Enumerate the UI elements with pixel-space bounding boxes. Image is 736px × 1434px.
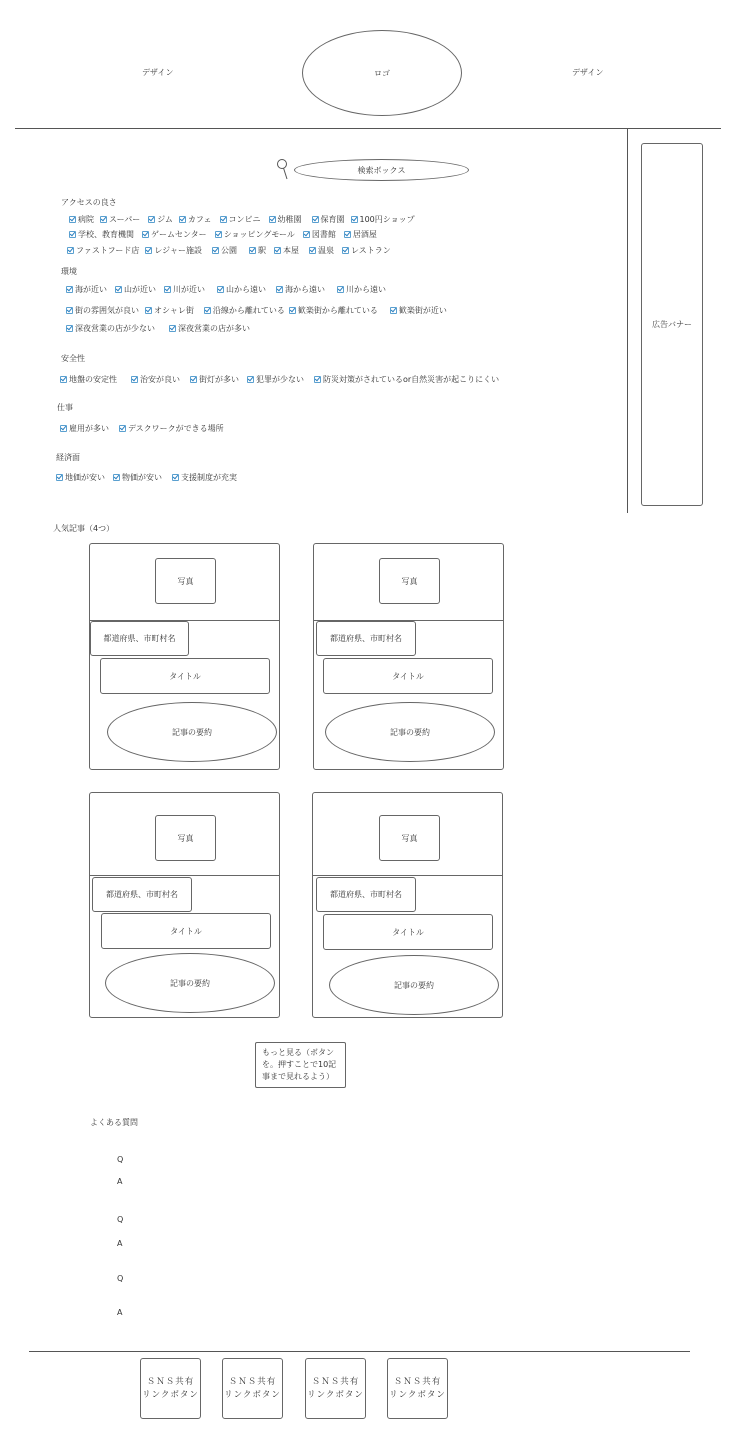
filter-checkbox[interactable] — [247, 374, 304, 385]
checkbox-checked-icon[interactable] — [342, 247, 349, 254]
filter-checkbox[interactable] — [131, 374, 180, 385]
checkbox-checked-icon[interactable] — [344, 231, 351, 238]
filter-checkbox-label: 公園 — [221, 246, 237, 255]
checkbox-checked-icon[interactable] — [164, 286, 171, 293]
filter-checkbox-label: 街の雰囲気が良い — [75, 306, 139, 315]
checkbox-checked-icon[interactable] — [145, 307, 152, 314]
article-card[interactable] — [312, 792, 503, 1018]
filter-checkbox[interactable] — [390, 305, 447, 316]
filter-checkbox-label: 海が近い — [75, 285, 107, 294]
filter-checkbox-label: 山が近い — [124, 285, 156, 294]
filter-checkbox-label: 深夜営業の店が多い — [178, 324, 250, 333]
article-location — [92, 877, 192, 912]
filter-checkbox-label: 病院 — [78, 215, 94, 224]
faq-answer: A — [117, 1177, 123, 1186]
header-right-design: デザイン — [572, 68, 604, 77]
filter-checkbox-label: 物価が安い — [122, 473, 162, 482]
checkbox-checked-icon[interactable] — [113, 474, 120, 481]
sns-share-button[interactable]: ＳＮＳ共有 リンクボタン — [305, 1358, 366, 1419]
header-left-design: デザイン — [142, 68, 174, 77]
filter-checkbox[interactable] — [142, 229, 207, 240]
article-photo-label: 写真 — [177, 576, 194, 586]
filter-checkbox[interactable] — [113, 472, 162, 483]
checkbox-checked-icon[interactable] — [215, 231, 222, 238]
filter-row — [67, 245, 391, 256]
filter-checkbox[interactable] — [312, 214, 345, 225]
faq-question[interactable]: Q — [117, 1274, 124, 1283]
article-card[interactable] — [313, 543, 504, 770]
filter-checkbox-label: 本屋 — [283, 246, 299, 255]
checkbox-checked-icon[interactable] — [314, 376, 321, 383]
checkbox-checked-icon[interactable] — [69, 216, 76, 223]
faq-question[interactable]: Q — [117, 1215, 124, 1224]
filter-row — [56, 472, 237, 483]
checkbox-checked-icon[interactable] — [179, 216, 186, 223]
filter-checkbox[interactable] — [351, 214, 415, 225]
article-title — [100, 658, 270, 694]
filter-checkbox[interactable] — [69, 229, 134, 240]
filter-checkbox-label: 雇用が多い — [69, 424, 109, 433]
article-title-label: タイトル — [392, 927, 424, 937]
article-photo-label: 写真 — [401, 833, 418, 843]
filter-row — [69, 229, 377, 240]
section-title-faq: よくある質問 — [90, 1118, 138, 1127]
filter-checkbox[interactable] — [309, 245, 334, 256]
filter-checkbox-label: 治安が良い — [140, 375, 180, 384]
filter-checkbox[interactable] — [179, 214, 212, 225]
checkbox-checked-icon[interactable] — [66, 307, 73, 314]
article-photo-label: 写真 — [401, 576, 418, 586]
filter-checkbox-label: ファストフード店 — [76, 246, 140, 255]
filter-checkbox-label: 図書館 — [311, 230, 336, 239]
article-summary-label: 記事の要約 — [170, 978, 210, 988]
article-location — [90, 621, 189, 656]
ad-banner[interactable] — [641, 143, 703, 506]
article-title — [323, 658, 493, 694]
article-card[interactable] — [89, 792, 280, 1018]
article-summary — [107, 702, 277, 762]
filter-checkbox[interactable] — [289, 305, 378, 316]
filter-checkbox[interactable] — [169, 323, 250, 334]
checkbox-checked-icon[interactable] — [119, 425, 126, 432]
search-input[interactable] — [294, 159, 469, 181]
filter-checkbox[interactable] — [60, 374, 117, 385]
checkbox-checked-icon[interactable] — [204, 307, 211, 314]
section-title-popular: 人気記事（4つ） — [53, 524, 115, 533]
checkbox-checked-icon[interactable] — [172, 474, 179, 481]
checkbox-checked-icon[interactable] — [247, 376, 254, 383]
filter-checkbox[interactable] — [342, 245, 391, 256]
filter-checkbox-label: 沿線から離れている — [212, 306, 285, 315]
filter-checkbox-label: レストラン — [351, 246, 391, 255]
filter-checkbox-label: ショッピングモール — [223, 230, 295, 239]
logo[interactable] — [302, 30, 462, 116]
section-title-safety: 安全性 — [61, 354, 85, 363]
checkbox-checked-icon[interactable] — [66, 325, 73, 332]
checkbox-checked-icon[interactable] — [309, 247, 316, 254]
more-button[interactable]: もっと見る（ボタン を。押すことで10記 事まで見れるよう） — [255, 1042, 346, 1088]
filter-checkbox-label: 川から遠い — [346, 285, 386, 294]
filter-checkbox[interactable] — [276, 284, 325, 295]
filter-checkbox-label: 街灯が多い — [199, 375, 239, 384]
filter-checkbox[interactable] — [190, 374, 239, 385]
checkbox-checked-icon[interactable] — [131, 376, 138, 383]
article-location — [316, 621, 416, 656]
checkbox-checked-icon[interactable] — [66, 286, 73, 293]
header-divider — [15, 128, 721, 129]
checkbox-checked-icon[interactable] — [145, 247, 152, 254]
ad-banner-label: 広告バナー — [652, 320, 692, 329]
filter-checkbox-label: 山から遠い — [226, 285, 266, 294]
filter-checkbox-label: スーパー — [109, 215, 141, 224]
filter-checkbox-label: 駅 — [258, 246, 266, 255]
checkbox-checked-icon[interactable] — [289, 307, 296, 314]
filter-checkbox[interactable] — [148, 214, 173, 225]
filter-checkbox-label: 地価が安い — [65, 473, 105, 482]
checkbox-checked-icon[interactable] — [60, 376, 67, 383]
section-title-access: アクセスの良さ — [61, 198, 117, 207]
article-photo — [379, 558, 440, 604]
article-summary — [325, 702, 495, 762]
filter-checkbox[interactable] — [56, 472, 105, 483]
article-title-label: タイトル — [169, 671, 201, 681]
article-title — [101, 913, 271, 949]
filter-checkbox[interactable] — [303, 229, 336, 240]
filter-checkbox[interactable] — [217, 284, 266, 295]
filter-checkbox-label: コンビニ — [228, 215, 261, 224]
section-title-environment: 環境 — [61, 267, 77, 276]
sns-share-button[interactable]: ＳＮＳ共有 リンクボタン — [222, 1358, 283, 1419]
filter-checkbox-label: 保育園 — [320, 215, 345, 224]
filter-checkbox-label: デスクワークができる場所 — [128, 424, 224, 433]
filter-checkbox-label: 川が近い — [173, 285, 205, 294]
faq-answer: A — [117, 1239, 123, 1248]
article-location-label: 都道府県、市町村名 — [330, 890, 402, 899]
article-title — [323, 914, 493, 950]
filter-checkbox-label: ジム — [157, 215, 173, 224]
filter-checkbox[interactable] — [66, 284, 107, 295]
article-summary-label: 記事の要約 — [394, 980, 434, 990]
sidebar-divider — [627, 128, 628, 513]
checkbox-checked-icon[interactable] — [217, 286, 224, 293]
filter-checkbox-label: 学校、教育機関 — [78, 230, 134, 239]
filter-checkbox[interactable] — [172, 472, 237, 483]
sns-share-button[interactable]: ＳＮＳ共有 リンクボタン — [387, 1358, 448, 1419]
checkbox-checked-icon[interactable] — [269, 216, 276, 223]
article-location-label: 都道府県、市町村名 — [330, 634, 402, 643]
filter-row — [66, 323, 250, 334]
filter-checkbox-label: 支援制度が充実 — [181, 473, 237, 482]
checkbox-checked-icon[interactable] — [115, 286, 122, 293]
filter-row — [60, 423, 224, 434]
filter-checkbox-label: 海から遠い — [285, 285, 325, 294]
checkbox-checked-icon[interactable] — [190, 376, 197, 383]
filter-checkbox[interactable] — [274, 245, 299, 256]
filter-checkbox-label: ゲームセンター — [151, 230, 207, 239]
sns-share-button[interactable]: ＳＮＳ共有 リンクボタン — [140, 1358, 201, 1419]
checkbox-checked-icon[interactable] — [142, 231, 149, 238]
filter-checkbox[interactable] — [145, 245, 202, 256]
filter-checkbox[interactable] — [67, 245, 139, 256]
checkbox-checked-icon[interactable] — [212, 247, 219, 254]
filter-checkbox[interactable] — [60, 423, 109, 434]
checkbox-checked-icon[interactable] — [276, 286, 283, 293]
filter-checkbox[interactable] — [215, 229, 295, 240]
article-summary-label: 記事の要約 — [390, 727, 430, 737]
filter-checkbox-label: 歓楽街が近い — [398, 306, 447, 315]
checkbox-checked-icon[interactable] — [56, 474, 63, 481]
checkbox-checked-icon[interactable] — [69, 231, 76, 238]
article-photo — [155, 558, 216, 604]
checkbox-checked-icon[interactable] — [337, 286, 344, 293]
search-icon[interactable] — [276, 157, 290, 181]
filter-checkbox[interactable] — [66, 305, 139, 316]
filter-checkbox-label: 歓楽街から離れている — [297, 306, 378, 315]
checkbox-checked-icon[interactable] — [274, 247, 281, 254]
filter-checkbox[interactable] — [269, 214, 302, 225]
checkbox-checked-icon[interactable] — [60, 425, 67, 432]
filter-checkbox[interactable] — [145, 305, 194, 316]
footer-divider — [29, 1351, 690, 1352]
checkbox-checked-icon[interactable] — [303, 231, 310, 238]
filter-checkbox-label: 温泉 — [318, 246, 334, 255]
checkbox-checked-icon[interactable] — [351, 216, 358, 223]
card-divider — [90, 875, 279, 876]
article-location-label: 都道府県、市町村名 — [106, 890, 178, 899]
faq-question[interactable]: Q — [117, 1155, 124, 1164]
filter-checkbox-label: カフェ — [187, 215, 212, 224]
checkbox-checked-icon[interactable] — [67, 247, 74, 254]
logo-label: ロゴ — [374, 68, 390, 78]
filter-checkbox[interactable] — [344, 229, 377, 240]
section-title-work: 仕事 — [57, 403, 73, 412]
filter-row — [60, 374, 499, 385]
filter-row — [66, 305, 447, 316]
article-summary-label: 記事の要約 — [172, 727, 212, 737]
filter-row — [69, 214, 415, 225]
checkbox-checked-icon[interactable] — [312, 216, 319, 223]
filter-checkbox[interactable] — [164, 284, 205, 295]
filter-checkbox-label: 深夜営業の店が少ない — [75, 324, 155, 333]
filter-checkbox-label: 100円ショップ — [359, 215, 415, 224]
article-summary — [329, 955, 499, 1015]
filter-checkbox[interactable] — [100, 214, 140, 225]
checkbox-checked-icon[interactable] — [390, 307, 397, 314]
article-title-label: タイトル — [170, 926, 202, 936]
filter-checkbox-label: 犯罪が少ない — [256, 375, 304, 384]
article-photo — [155, 815, 216, 861]
filter-checkbox[interactable] — [314, 374, 499, 385]
filter-checkbox[interactable] — [69, 214, 94, 225]
checkbox-checked-icon[interactable] — [148, 216, 155, 223]
filter-row — [66, 284, 386, 295]
article-photo-label: 写真 — [177, 833, 194, 843]
checkbox-checked-icon[interactable] — [249, 247, 256, 254]
checkbox-checked-icon[interactable] — [169, 325, 176, 332]
filter-checkbox[interactable] — [119, 423, 224, 434]
filter-checkbox[interactable] — [249, 245, 266, 256]
card-divider — [313, 875, 502, 876]
article-location-label: 都道府県、市町村名 — [103, 634, 176, 643]
filter-checkbox-label: 居酒屋 — [352, 230, 377, 239]
article-photo — [379, 815, 440, 861]
section-title-economy: 経済面 — [56, 453, 80, 462]
filter-checkbox[interactable] — [115, 284, 156, 295]
filter-checkbox[interactable] — [337, 284, 386, 295]
search-input-label: 検索ボックス — [357, 165, 406, 175]
filter-checkbox[interactable] — [220, 214, 261, 225]
filter-checkbox[interactable] — [204, 305, 285, 316]
article-card[interactable] — [89, 543, 280, 770]
faq-answer: A — [117, 1308, 123, 1317]
filter-checkbox-label: 地盤の安定性 — [69, 375, 117, 384]
checkbox-checked-icon[interactable] — [100, 216, 107, 223]
article-summary — [105, 953, 275, 1013]
filter-checkbox-label: レジャー施設 — [154, 246, 202, 255]
article-location — [316, 877, 416, 912]
article-title-label: タイトル — [392, 671, 424, 681]
filter-checkbox-label: オシャレ街 — [154, 306, 194, 315]
filter-checkbox[interactable] — [212, 245, 237, 256]
filter-checkbox-label: 幼稚園 — [277, 215, 302, 224]
filter-checkbox[interactable] — [66, 323, 155, 334]
filter-checkbox-label: 防災対策がされているor自然災害が起こりにくい — [323, 375, 500, 384]
checkbox-checked-icon[interactable] — [220, 216, 227, 223]
